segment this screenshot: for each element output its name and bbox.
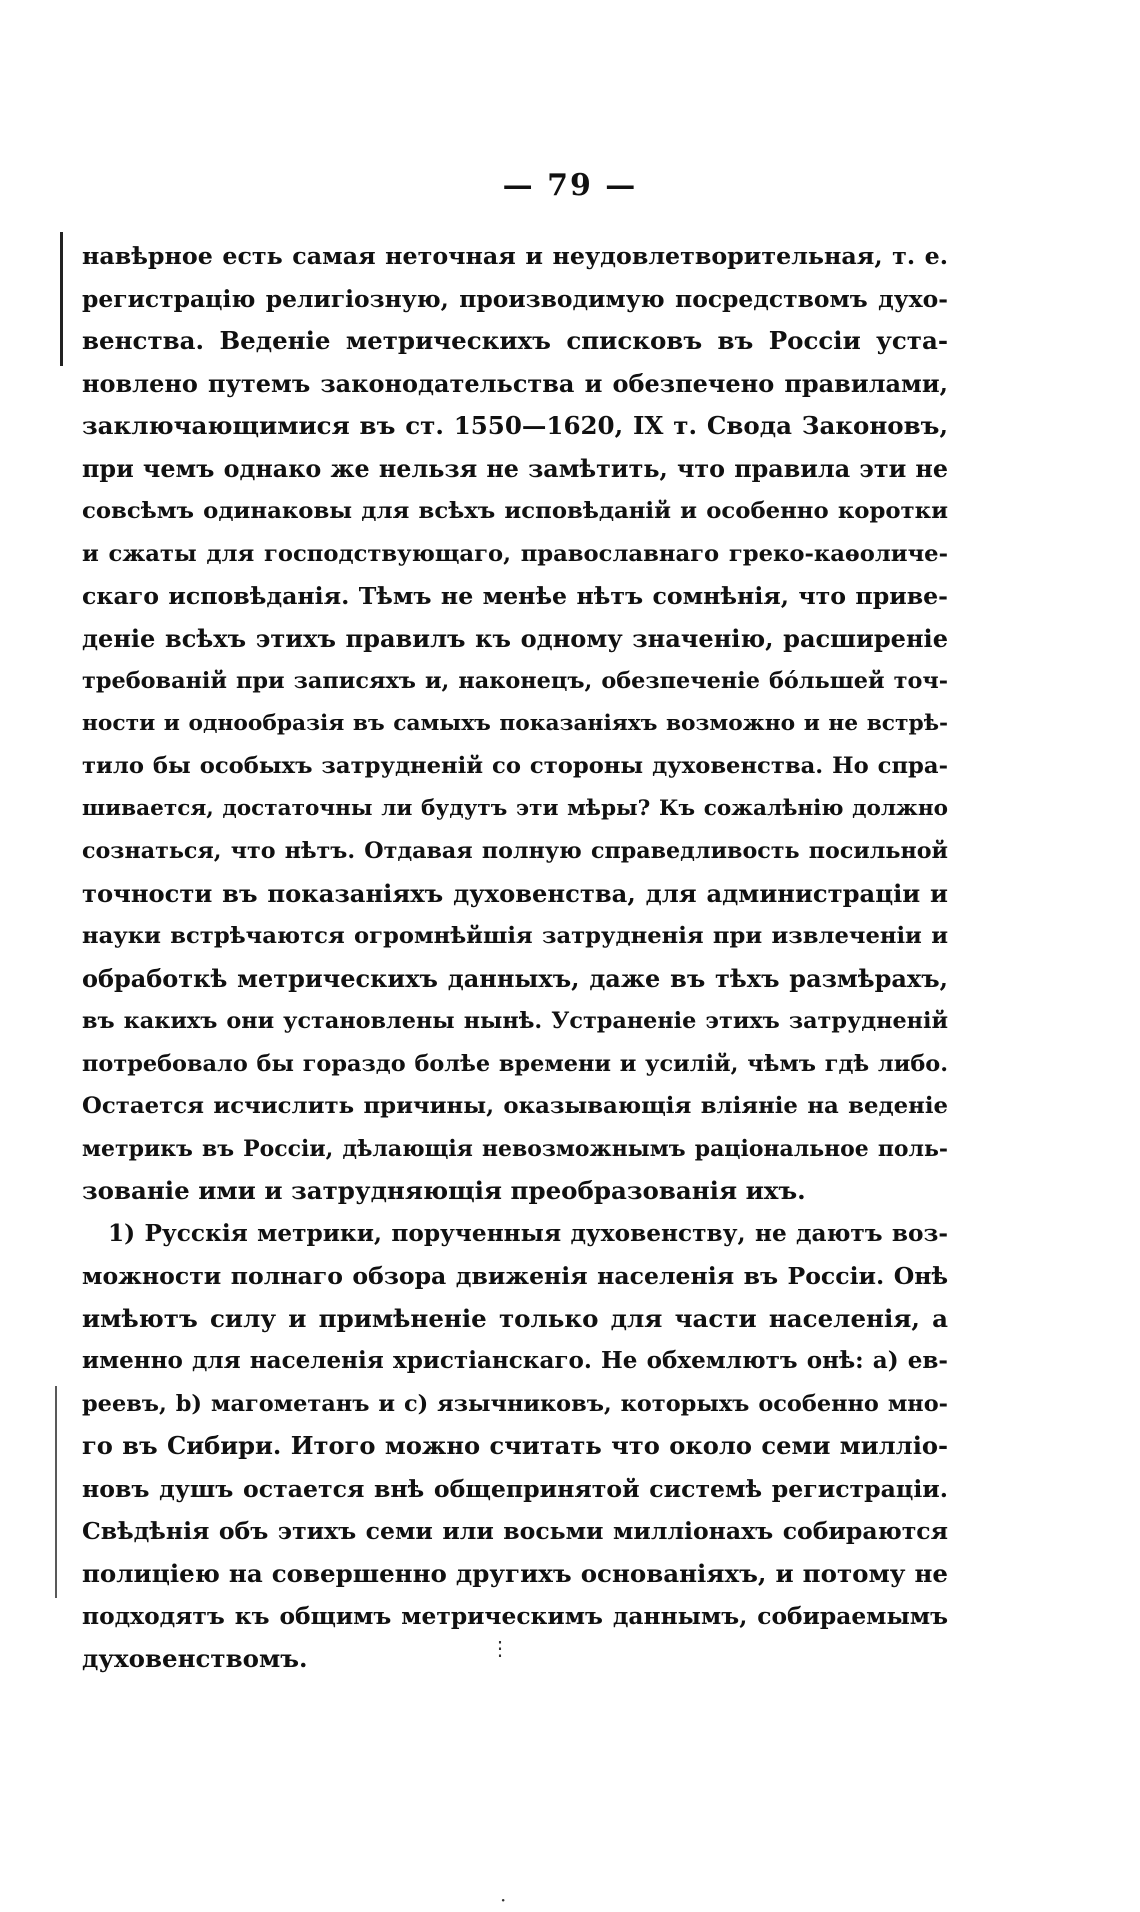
text-line: новлено путемъ законодательства и обезпечено правилами,: [82, 368, 948, 398]
body-text: [82, 235, 948, 1680]
margin-line-mark-bottom: [55, 1386, 57, 1598]
text-line: имѣютъ силу и примѣненіе только для части населенія, а: [82, 1303, 948, 1333]
text-line: го въ Сибири. Итого можно считать что около семи милліо-: [82, 1431, 948, 1460]
text-line: сознаться, что нѣтъ. Отдавая полную справедливость посильной: [82, 838, 948, 864]
margin-line-mark-top: [60, 232, 63, 366]
text-line: метрикъ въ Россіи, дѣлающія невозможнымъ раціональное поль-: [82, 1135, 948, 1162]
text-line: ности и однообразія въ самыхъ показаніяхъ возможно и не встрѣ-: [82, 710, 948, 736]
text-line: регистрацію религіозную, производимую посредствомъ духо-: [82, 284, 948, 313]
text-line: при чемъ однако же нельзя не замѣтить, что правила эти не: [82, 454, 948, 483]
text-line: въ какихъ они установлены нынѣ. Устраненіе этихъ затрудненій: [82, 1008, 948, 1034]
text-line: навѣрное есть самая неточная и неудовлетворительная, т. е.: [82, 242, 948, 270]
ink-speck: ⋮: [490, 1636, 510, 1660]
text-line: требованій при записяхъ и, наконецъ, обезпеченіе бóльшей точ-: [82, 668, 948, 694]
text-line: науки встрѣчаются огромнѣйшія затрудненія при извлеченіи и: [82, 923, 948, 949]
text-line: скаго исповѣданія. Тѣмъ не менѣе нѣтъ сомнѣнія, что приве-: [82, 582, 948, 610]
text-line: подходятъ къ общимъ метрическимъ даннымъ, собираемымъ: [82, 1602, 948, 1630]
text-line: Остается исчислить причины, оказывающія вліяніе на веденіе: [82, 1093, 948, 1119]
text-line: именно для населенія христіанскаго. Не обхемлютъ онѣ: a) ев-: [82, 1347, 948, 1374]
ink-speck: ·: [500, 1888, 507, 1912]
text-line: 1) Русскія метрики, порученныя духовенству, не даютъ воз-: [108, 1219, 948, 1247]
text-line: новъ душъ остается внѣ общепринятой системѣ регистраціи.: [82, 1474, 948, 1503]
text-line: можности полнаго обзора движенія населенія въ Россіи. Онѣ: [82, 1262, 948, 1290]
page-number: — 79 —: [502, 168, 638, 203]
text-line: обработкѣ метрическихъ данныхъ, даже въ тѣхъ размѣрахъ,: [82, 963, 948, 993]
text-line: тило бы особыхъ затрудненій со стороны духовенства. Но спра-: [82, 753, 948, 779]
text-line: шивается, достаточны ли будутъ эти мѣры? Къ сожалѣнію должно: [82, 795, 948, 821]
text-line: и сжаты для господствующаго, православнаго греко-каѳоличе-: [82, 540, 948, 567]
text-line: зованіе ими и затрудняющія преобразованія ихъ.: [82, 1176, 806, 1205]
text-line: совсѣмъ одинаковы для всѣхъ исповѣданій и особенно коротки: [82, 498, 948, 524]
text-line: Свѣдѣнія объ этихъ семи или восьми милліонахъ собираются: [82, 1517, 948, 1545]
text-line: заключающимися въ ст. 1550—1620, IX т. Свода Законовъ,: [82, 411, 948, 440]
text-line: деніе всѣхъ этихъ правилъ къ одному значенію, расширеніе: [82, 623, 948, 653]
text-line: реевъ, b) магометанъ и c) язычниковъ, которыхъ особенно мно-: [82, 1390, 948, 1417]
text-line: венства. Веденіе метрическихъ списковъ въ Россіи уста-: [82, 326, 948, 355]
text-line: точности въ показаніяхъ духовенства, для администраціи и: [82, 878, 948, 908]
text-line: полиціею на совершенно другихъ основаніяхъ, и потому не: [82, 1558, 948, 1588]
text-line: духовенствомъ.: [82, 1643, 308, 1673]
text-line: потребовало бы гораздо болѣе времени и усилій, чѣмъ гдѣ либо.: [82, 1050, 948, 1077]
